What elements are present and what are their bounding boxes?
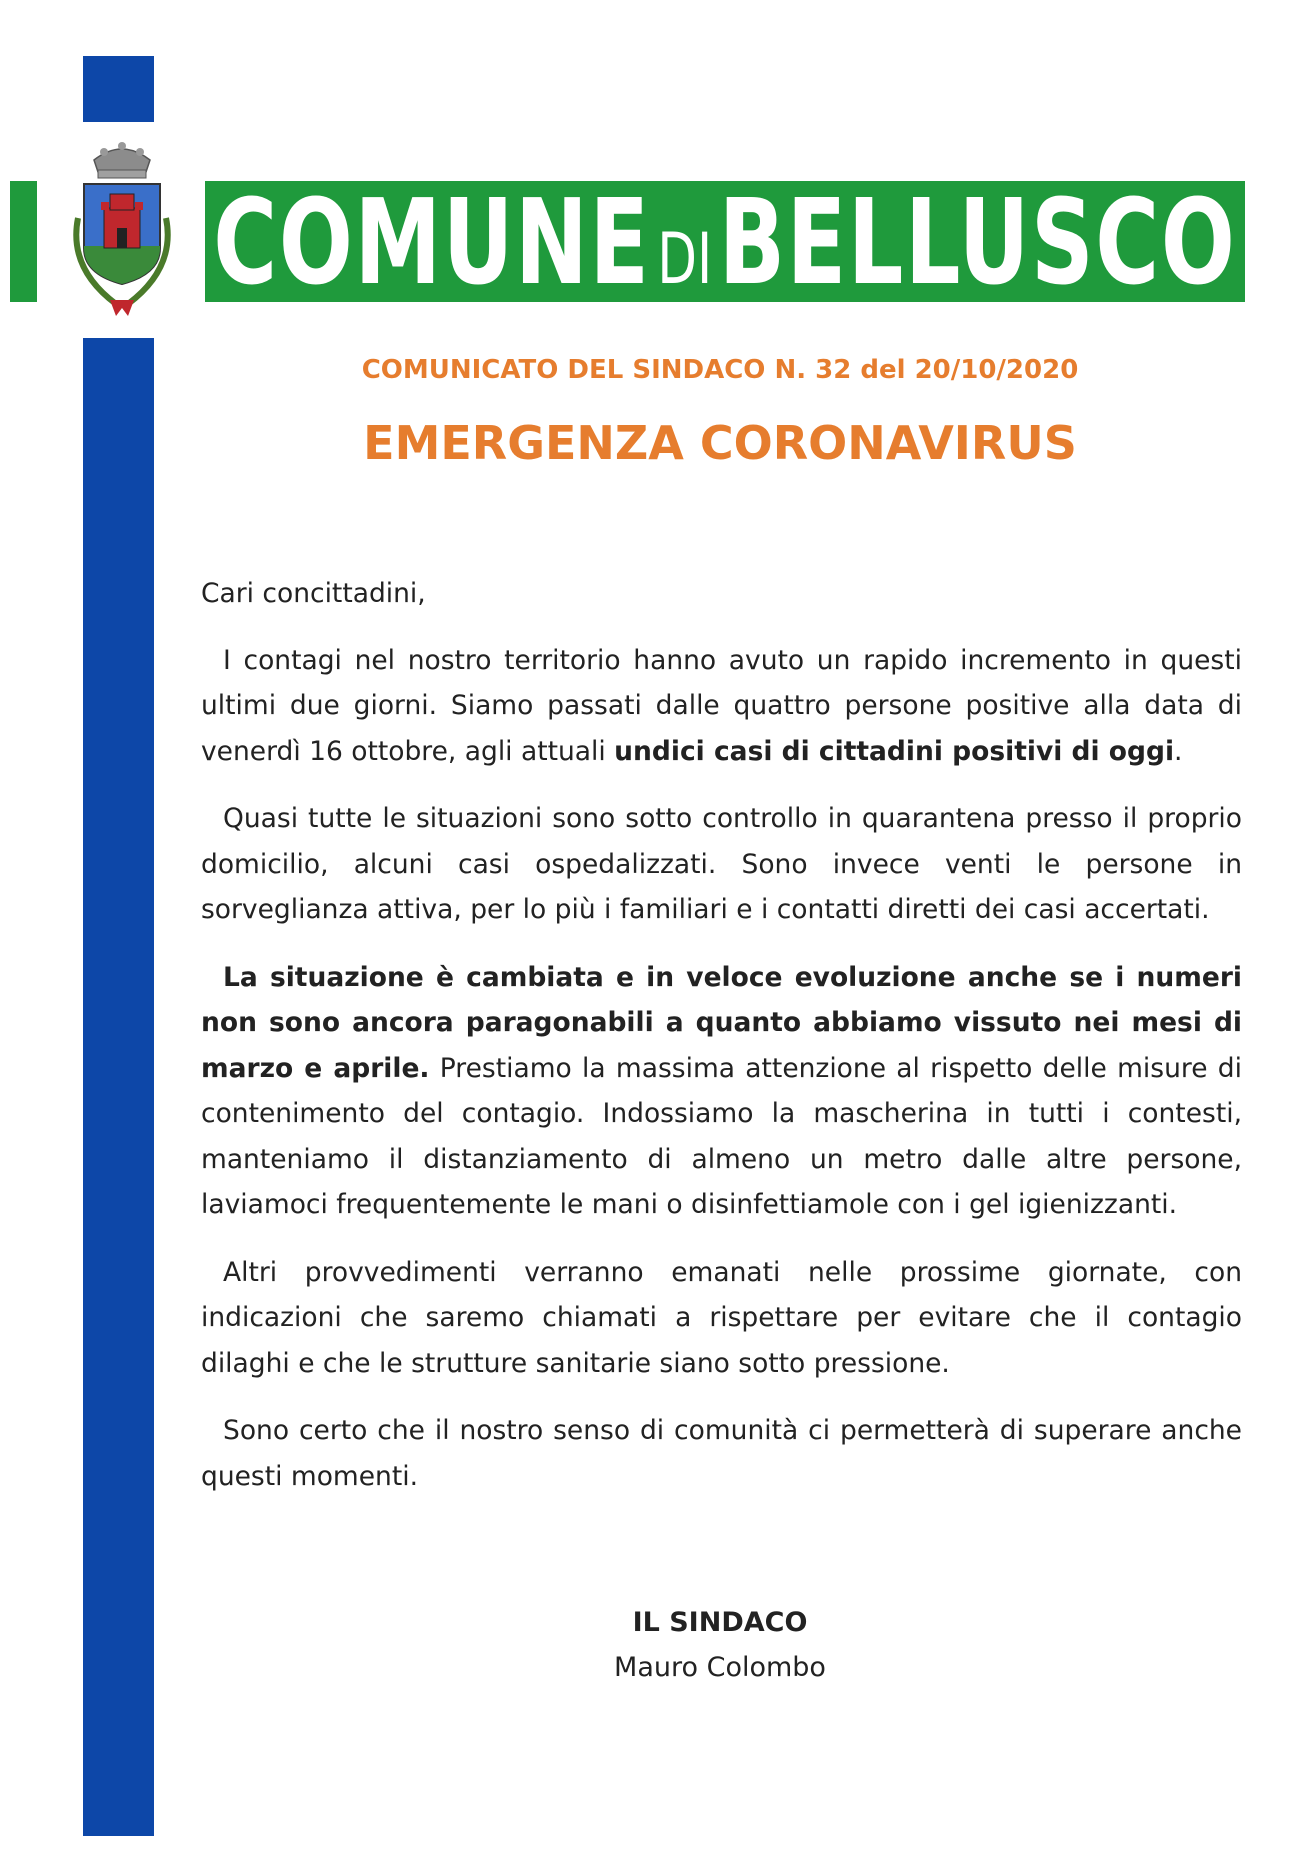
paragraph-5: Sono certo che il nostro senso di comunità ci permetterà di superare anche questi momenti. [201, 1415, 1242, 1492]
letter-body [201, 571, 1242, 1521]
signature-block [200, 1600, 1240, 1690]
blue-stripe-side [83, 338, 154, 1836]
banner-word-comune: COMUNE [213, 181, 651, 302]
municipality-name [213, 183, 1236, 301]
signature-role: IL SINDACO [632, 1607, 808, 1638]
communique-subtitle: COMUNICATO DEL SINDACO N. 32 del 20/10/2020 [361, 355, 1079, 385]
signature-name: Mauro Colombo [614, 1652, 826, 1683]
page-title: EMERGENZA CORONAVIRUS [363, 416, 1077, 470]
greeting: Cari concittadini, [201, 578, 426, 609]
banner-word-di: DI [657, 217, 713, 300]
banner-word-bellusco: BELLUSCO [718, 181, 1237, 302]
paragraph-4: Altri provvedimenti verranno emanati nelle prossime giornate, con indicazioni che saremo chiamati a rispettare per evitare che il contagio dilaghi e che le strutture sanitarie siano sotto pressione. [201, 1256, 1242, 1379]
coat-of-arms-icon [54, 128, 190, 324]
paragraph-3: La situazione è cambiata e in veloce evoluzione anche se i numeri non sono ancora paragonabili a quanto abbiamo vissuto nei mesi di marzo e aprile. Prestiamo la massima attenzione al rispetto delle misure di contenimento del contagio. Indossiamo la mascherina in tutti i contesti, manteniamo il distanziamento di almeno un metro dalle altre persone, laviamoci frequentemente le mani o disinfettiamole con i gel igienizzanti. [201, 961, 1242, 1220]
green-stripe-left [10, 181, 37, 302]
blue-stripe-top [83, 56, 154, 122]
municipality-banner [205, 181, 1245, 302]
paragraph-1: I contagi nel nostro territorio hanno avuto un rapido incremento in questi ultimi due giorni. Siamo passati dalle quattro persone positive alla data di venerdì 16 ottobre, agli attuali undici casi di cittadini positivi di oggi. [201, 644, 1242, 767]
paragraph-2: Quasi tutte le situazioni sono sotto controllo in quarantena presso il proprio domicilio, alcuni casi ospedalizzati. Sono invece venti le persone in sorveglianza attiva, per lo più i familiari e i contatti diretti dei casi accertati. [201, 803, 1242, 925]
